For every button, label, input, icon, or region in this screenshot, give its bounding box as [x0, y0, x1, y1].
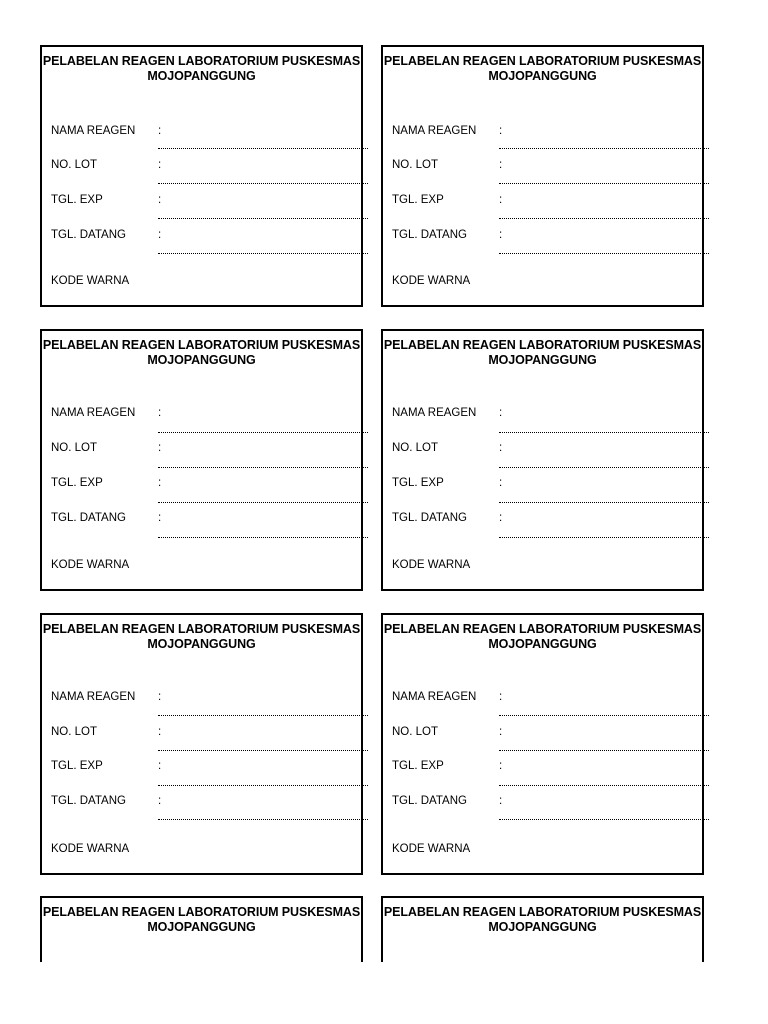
field-label: NO. LOT	[392, 726, 439, 738]
field-label: TGL. DATANG	[51, 512, 126, 524]
title-line-1: PELABELAN REAGEN LABORATORIUM PUSKESMAS	[42, 905, 361, 919]
field-separator: :	[499, 125, 503, 137]
kode-warna: KODE WARNA	[51, 559, 130, 571]
field-label: NAMA REAGEN	[51, 691, 136, 703]
field-separator: :	[158, 477, 162, 489]
title-line-1: PELABELAN REAGEN LABORATORIUM PUSKESMAS	[42, 338, 361, 352]
kode-warna: KODE WARNA	[392, 559, 471, 571]
field-label: TGL. DATANG	[51, 229, 126, 241]
field-label: NO. LOT	[51, 726, 98, 738]
label-title	[42, 54, 361, 84]
field-separator: :	[158, 512, 162, 524]
title-line-2: MOJOPANGGUNG	[488, 637, 597, 651]
reagent-label-5	[40, 613, 363, 875]
label-title	[383, 338, 702, 368]
title-line-2: MOJOPANGGUNG	[488, 920, 597, 934]
field-fill-line[interactable]	[499, 218, 709, 219]
label-title	[383, 622, 702, 652]
reagent-label-7	[40, 896, 363, 962]
field-separator: :	[158, 760, 162, 772]
kode-warna: KODE WARNA	[392, 843, 471, 855]
field-separator: :	[499, 194, 503, 206]
field-separator: :	[158, 125, 162, 137]
field-label: NAMA REAGEN	[51, 125, 136, 137]
reagent-label-8	[381, 896, 704, 962]
field-separator: :	[158, 442, 162, 454]
field-label: TGL. DATANG	[392, 795, 467, 807]
title-line-2: MOJOPANGGUNG	[147, 637, 256, 651]
reagent-label-3	[40, 329, 363, 591]
field-fill-line[interactable]	[499, 537, 709, 538]
field-label: TGL. EXP	[392, 194, 444, 206]
field-label: NAMA REAGEN	[51, 407, 136, 419]
field-separator: :	[158, 229, 162, 241]
field-fill-line[interactable]	[499, 785, 709, 786]
kode-warna: KODE WARNA	[392, 275, 471, 287]
field-fill-line[interactable]	[158, 432, 368, 433]
label-title	[383, 905, 702, 935]
field-fill-line[interactable]	[158, 750, 368, 751]
field-separator: :	[158, 194, 162, 206]
label-title	[42, 905, 361, 935]
field-separator: :	[499, 477, 503, 489]
reagent-label-2	[381, 45, 704, 307]
title-line-2: MOJOPANGGUNG	[488, 353, 597, 367]
field-fill-line[interactable]	[499, 502, 709, 503]
label-title	[42, 622, 361, 652]
field-label: NO. LOT	[392, 159, 439, 171]
field-label: TGL. EXP	[51, 194, 103, 206]
field-separator: :	[499, 442, 503, 454]
field-fill-line[interactable]	[499, 253, 709, 254]
label-title	[383, 54, 702, 84]
title-line-1: PELABELAN REAGEN LABORATORIUM PUSKESMAS	[42, 622, 361, 636]
field-label: NAMA REAGEN	[392, 691, 477, 703]
field-label: TGL. EXP	[392, 760, 444, 772]
field-fill-line[interactable]	[499, 432, 709, 433]
field-label: TGL. EXP	[51, 760, 103, 772]
field-label: NO. LOT	[51, 442, 98, 454]
field-label: NAMA REAGEN	[392, 407, 477, 419]
field-fill-line[interactable]	[158, 785, 368, 786]
field-fill-line[interactable]	[158, 148, 368, 149]
field-label: TGL. EXP	[51, 477, 103, 489]
field-separator: :	[158, 795, 162, 807]
field-separator: :	[499, 691, 503, 703]
kode-warna: KODE WARNA	[51, 275, 130, 287]
field-separator: :	[499, 726, 503, 738]
field-separator: :	[499, 760, 503, 772]
field-fill-line[interactable]	[158, 467, 368, 468]
reagent-label-1	[40, 45, 363, 307]
field-separator: :	[499, 159, 503, 171]
field-separator: :	[499, 512, 503, 524]
field-fill-line[interactable]	[499, 148, 709, 149]
field-label: TGL. EXP	[392, 477, 444, 489]
field-fill-line[interactable]	[158, 502, 368, 503]
field-fill-line[interactable]	[158, 253, 368, 254]
field-fill-line[interactable]	[158, 819, 368, 820]
field-label: TGL. DATANG	[392, 229, 467, 241]
field-fill-line[interactable]	[499, 467, 709, 468]
title-line-1: PELABELAN REAGEN LABORATORIUM PUSKESMAS	[383, 622, 702, 636]
title-line-1: PELABELAN REAGEN LABORATORIUM PUSKESMAS	[383, 54, 702, 68]
field-separator: :	[499, 795, 503, 807]
title-line-1: PELABELAN REAGEN LABORATORIUM PUSKESMAS	[383, 338, 702, 352]
field-separator: :	[158, 691, 162, 703]
field-separator: :	[158, 159, 162, 171]
field-fill-line[interactable]	[158, 218, 368, 219]
field-separator: :	[499, 229, 503, 241]
field-fill-line[interactable]	[499, 183, 709, 184]
field-fill-line[interactable]	[499, 750, 709, 751]
field-fill-line[interactable]	[499, 715, 709, 716]
reagent-label-4	[381, 329, 704, 591]
field-fill-line[interactable]	[499, 819, 709, 820]
field-label: TGL. DATANG	[51, 795, 126, 807]
title-line-2: MOJOPANGGUNG	[147, 920, 256, 934]
label-title	[42, 338, 361, 368]
field-separator: :	[499, 407, 503, 419]
field-label: TGL. DATANG	[392, 512, 467, 524]
field-separator: :	[158, 726, 162, 738]
field-separator: :	[158, 407, 162, 419]
title-line-1: PELABELAN REAGEN LABORATORIUM PUSKESMAS	[383, 905, 702, 919]
field-fill-line[interactable]	[158, 183, 368, 184]
reagent-label-6	[381, 613, 704, 875]
field-fill-line[interactable]	[158, 715, 368, 716]
field-label: NO. LOT	[51, 159, 98, 171]
title-line-1: PELABELAN REAGEN LABORATORIUM PUSKESMAS	[42, 54, 361, 68]
field-label: NO. LOT	[392, 442, 439, 454]
kode-warna: KODE WARNA	[51, 843, 130, 855]
title-line-2: MOJOPANGGUNG	[147, 69, 256, 83]
field-label: NAMA REAGEN	[392, 125, 477, 137]
title-line-2: MOJOPANGGUNG	[147, 353, 256, 367]
title-line-2: MOJOPANGGUNG	[488, 69, 597, 83]
field-fill-line[interactable]	[158, 537, 368, 538]
